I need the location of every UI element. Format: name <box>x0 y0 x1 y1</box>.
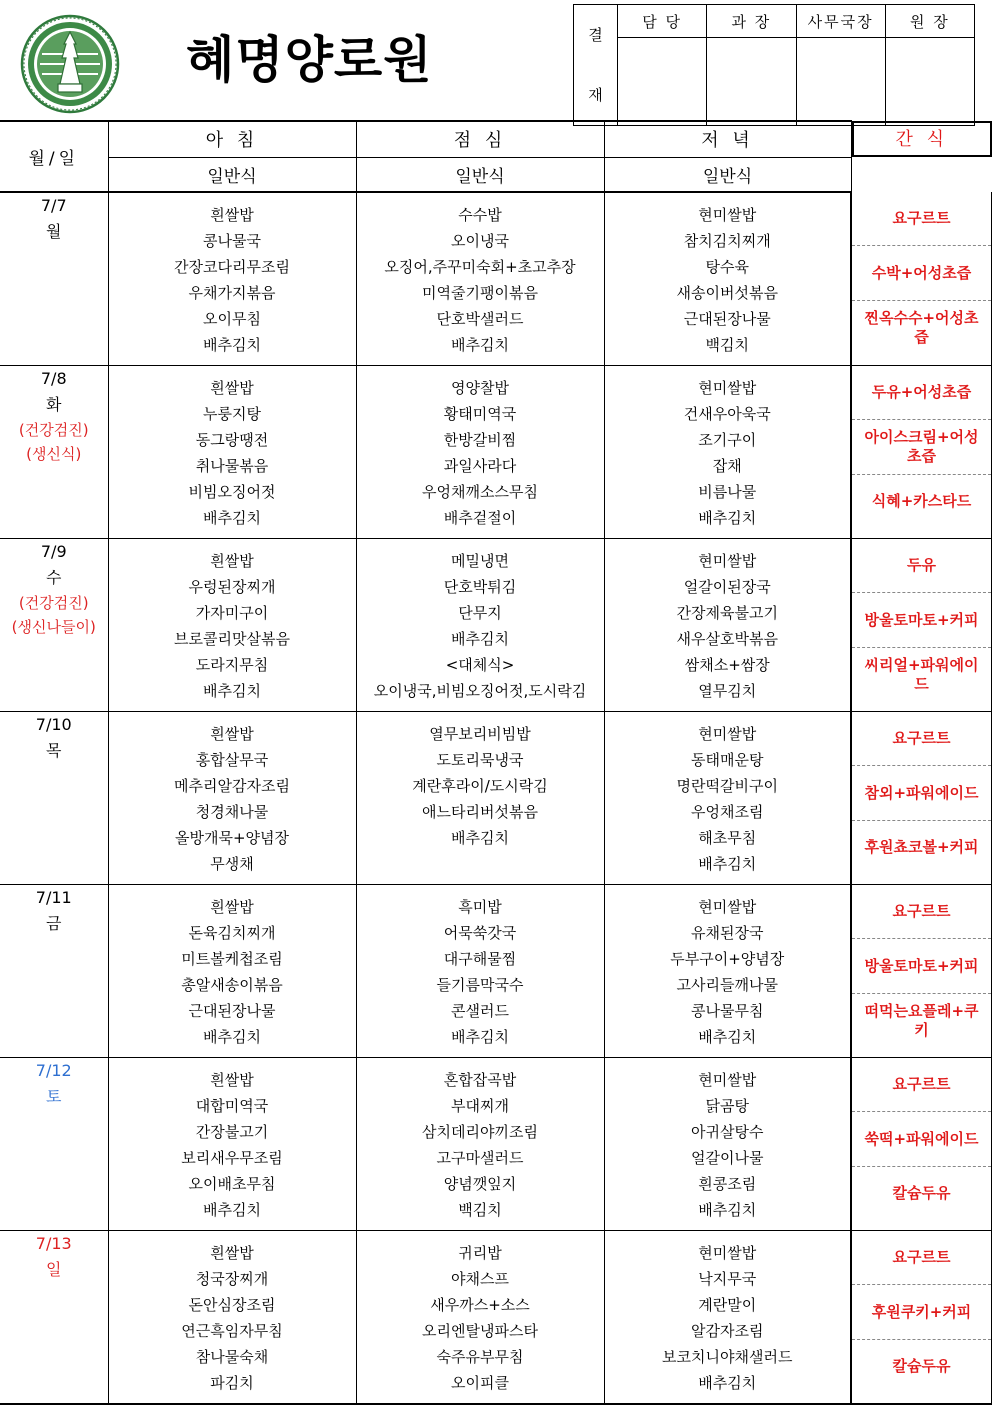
menu-item: 취나물볶음 <box>109 453 356 479</box>
menu-item: 숙주유부무침 <box>357 1344 604 1370</box>
page-title: 혜명양로원 <box>186 28 433 92</box>
menu-item: 흰쌀밥 <box>109 894 356 920</box>
menu-item: 혼합잡곡밥 <box>357 1067 604 1093</box>
menu-item: 배추김치 <box>109 505 356 531</box>
day-note: (건강검진) <box>0 418 108 442</box>
menu-item: 돈육김치찌개 <box>109 920 356 946</box>
menu-item: 올방개묵+양념장 <box>109 825 356 851</box>
menu-item: 가자미구이 <box>109 600 356 626</box>
menu-item: 새송이버섯볶음 <box>605 280 851 306</box>
snack-cell <box>851 1230 992 1404</box>
menu-item: 청경채나물 <box>109 799 356 825</box>
snack-cell <box>851 884 992 1057</box>
menu-item: 현미쌀밥 <box>605 202 851 228</box>
emblem-logo <box>20 14 120 114</box>
menu-item: 동그랑땡전 <box>109 427 356 453</box>
approval-table <box>573 4 975 126</box>
menu-item: 오이배초무침 <box>109 1171 356 1197</box>
menu-item: 닭곰탕 <box>605 1093 851 1119</box>
menu-item: 도라지무침 <box>109 652 356 678</box>
weekday: 화 <box>0 392 108 418</box>
menu-item: 비름나물 <box>605 479 851 505</box>
signature-box <box>796 38 885 126</box>
menu-item: 청국장찌개 <box>109 1266 356 1292</box>
menu-item: 과일사라다 <box>357 453 604 479</box>
menu-item: 오징어,주꾸미숙회+초고추장 <box>357 254 604 280</box>
meal-type-label: 일반식 <box>604 157 851 192</box>
day-note: (생신식) <box>0 442 108 466</box>
snack-cell <box>851 1057 992 1230</box>
day-row <box>0 884 992 1057</box>
snack-item: 칼슘두유 <box>852 1167 991 1221</box>
menu-item: 단호박샐러드 <box>357 306 604 332</box>
snack-cell <box>851 192 992 366</box>
lunch-cell <box>356 711 604 884</box>
menu-item: 연근흑임자무침 <box>109 1318 356 1344</box>
menu-item: 흰쌀밥 <box>109 548 356 574</box>
menu-item: 조기구이 <box>605 427 851 453</box>
snack-cell <box>851 538 992 711</box>
menu-item: 새우살호박볶음 <box>605 626 851 652</box>
day-note: (건강검진) <box>0 591 108 615</box>
menu-item: 대구해물찜 <box>357 946 604 972</box>
menu-item: 어묵쑥갓국 <box>357 920 604 946</box>
menu-item: 현미쌀밥 <box>605 375 851 401</box>
dinner-cell <box>604 711 851 884</box>
menu-item: 계란후라이/도시락김 <box>357 773 604 799</box>
menu-item: <대체식> <box>357 652 604 678</box>
menu-item: 건새우아욱국 <box>605 401 851 427</box>
date: 7/11 <box>0 885 108 911</box>
menu-item: 홍합살무국 <box>109 747 356 773</box>
menu-item: 들기름막국수 <box>357 972 604 998</box>
menu-item: 황태미역국 <box>357 401 604 427</box>
lunch-cell <box>356 1057 604 1230</box>
menu-item: 새우까스+소스 <box>357 1292 604 1318</box>
menu-item: 얼갈이된장국 <box>605 574 851 600</box>
menu-item: 낙지무국 <box>605 1266 851 1292</box>
menu-item: 흰쌀밥 <box>109 1067 356 1093</box>
snack-cell <box>851 711 992 884</box>
weekday: 수 <box>0 565 108 591</box>
day-row <box>0 192 992 366</box>
breakfast-cell <box>108 365 356 538</box>
menu-item: 현미쌀밥 <box>605 721 851 747</box>
menu-item: 콘샐러드 <box>357 998 604 1024</box>
dinner-header: 저 녁 <box>604 121 851 157</box>
breakfast-cell <box>108 1230 356 1404</box>
lunch-cell <box>356 365 604 538</box>
document-header <box>0 0 992 120</box>
snack-item: 요구르트 <box>852 192 991 247</box>
menu-item: 메추리알감자조림 <box>109 773 356 799</box>
menu-item: 오리엔탈냉파스타 <box>357 1318 604 1344</box>
menu-item: 우렁된장찌개 <box>109 574 356 600</box>
menu-item: 보코치니야채샐러드 <box>605 1344 851 1370</box>
menu-item: 현미쌀밥 <box>605 894 851 920</box>
menu-item: 도토리묵냉국 <box>357 747 604 773</box>
date: 7/10 <box>0 712 108 738</box>
approval-label: 결 재 <box>574 5 618 126</box>
date-cell <box>0 711 108 884</box>
signature-box <box>618 38 707 126</box>
snack-item: 아이스크림+어성초즙 <box>852 420 991 475</box>
menu-item: 애느타리버섯볶음 <box>357 799 604 825</box>
snack-item: 식혜+카스타드 <box>852 475 991 529</box>
menu-item: 아귀살탕수 <box>605 1119 851 1145</box>
dinner-cell <box>604 884 851 1057</box>
day-row <box>0 1230 992 1404</box>
menu-item: 백김치 <box>357 1197 604 1223</box>
menu-item: 고구마샐러드 <box>357 1145 604 1171</box>
menu-item: 우엉채조림 <box>605 799 851 825</box>
snack-item: 칼슘두유 <box>852 1340 991 1394</box>
menu-item: 간장제육불고기 <box>605 600 851 626</box>
menu-item: 흰쌀밥 <box>109 1240 356 1266</box>
menu-item: 배추김치 <box>605 1024 851 1050</box>
menu-item: 배추김치 <box>357 332 604 358</box>
snack-item: 떠먹는요플레+쿠키 <box>852 994 991 1048</box>
date: 7/12 <box>0 1058 108 1084</box>
breakfast-header: 아 침 <box>108 121 356 157</box>
menu-item: 알감자조림 <box>605 1318 851 1344</box>
menu-item: 배추김치 <box>605 1197 851 1223</box>
snack-item: 두유 <box>852 539 991 594</box>
menu-item: 우채가지볶음 <box>109 280 356 306</box>
menu-item: 고사리들깨나물 <box>605 972 851 998</box>
breakfast-cell <box>108 884 356 1057</box>
date: 7/7 <box>0 193 108 219</box>
menu-item: 흰쌀밥 <box>109 202 356 228</box>
menu-item: 보리새우무조림 <box>109 1145 356 1171</box>
menu-item: 배추김치 <box>109 1024 356 1050</box>
menu-item: 흰쌀밥 <box>109 721 356 747</box>
weekday: 금 <box>0 911 108 937</box>
snack-item: 요구르트 <box>852 885 991 940</box>
menu-item: 탕수육 <box>605 254 851 280</box>
day-row <box>0 1057 992 1230</box>
snack-item: 후원쿠키+커피 <box>852 1285 991 1340</box>
approval-role: 담 당 <box>618 5 707 38</box>
date-cell <box>0 884 108 1057</box>
menu-item: 유채된장국 <box>605 920 851 946</box>
menu-item: 동태매운탕 <box>605 747 851 773</box>
menu-item: 명란떡갈비구이 <box>605 773 851 799</box>
weekday: 월 <box>0 219 108 245</box>
date-cell <box>0 365 108 538</box>
menu-item: 배추김치 <box>109 678 356 704</box>
menu-item: 배추김치 <box>109 1197 356 1223</box>
snack-item: 요구르트 <box>852 712 991 767</box>
menu-item: 수수밥 <box>357 202 604 228</box>
lunch-cell <box>356 1230 604 1404</box>
dinner-cell <box>604 538 851 711</box>
menu-item: 총알새송이볶음 <box>109 972 356 998</box>
signature-box <box>885 38 974 126</box>
date-cell <box>0 1057 108 1230</box>
menu-item: 두부구이+양념장 <box>605 946 851 972</box>
breakfast-cell <box>108 538 356 711</box>
snack-item: 찐옥수수+어성초즙 <box>852 301 991 355</box>
menu-item: 근대된장나물 <box>109 998 356 1024</box>
menu-item: 콩나물국 <box>109 228 356 254</box>
menu-item: 미트볼케첩조림 <box>109 946 356 972</box>
date: 7/9 <box>0 539 108 565</box>
snack-item: 요구르트 <box>852 1231 991 1286</box>
lunch-cell <box>356 192 604 366</box>
snack-item: 방울토마토+커피 <box>852 939 991 994</box>
signature-box <box>707 38 796 126</box>
snack-item: 요구르트 <box>852 1058 991 1113</box>
date-cell <box>0 1230 108 1404</box>
meal-menu-table <box>0 120 992 1405</box>
meal-type-label: 일반식 <box>108 157 356 192</box>
menu-item: 해초무침 <box>605 825 851 851</box>
menu-item: 참나물숙채 <box>109 1344 356 1370</box>
menu-item: 쌈채소+쌈장 <box>605 652 851 678</box>
menu-item: 야채스프 <box>357 1266 604 1292</box>
menu-item: 콩나물무침 <box>605 998 851 1024</box>
weekday: 일 <box>0 1257 108 1283</box>
menu-item: 흑미밥 <box>357 894 604 920</box>
menu-item: 배추겉절이 <box>357 505 604 531</box>
menu-item: 돈안심장조림 <box>109 1292 356 1318</box>
weekday: 토 <box>0 1084 108 1110</box>
date: 7/13 <box>0 1231 108 1257</box>
lunch-cell <box>356 884 604 1057</box>
menu-item: 파김치 <box>109 1370 356 1396</box>
menu-item: 현미쌀밥 <box>605 1240 851 1266</box>
menu-item: 계란말이 <box>605 1292 851 1318</box>
snack-item: 씨리얼+파워에이드 <box>852 648 991 702</box>
menu-item: 현미쌀밥 <box>605 548 851 574</box>
lunch-header: 점 심 <box>356 121 604 157</box>
menu-item: 오이피클 <box>357 1370 604 1396</box>
menu-item: 누룽지탕 <box>109 401 356 427</box>
dinner-cell <box>604 192 851 366</box>
date-cell <box>0 192 108 366</box>
snack-item: 참외+파워에이드 <box>852 766 991 821</box>
menu-item: 양념깻잎지 <box>357 1171 604 1197</box>
breakfast-cell <box>108 711 356 884</box>
menu-item: 배추김치 <box>605 505 851 531</box>
menu-item: 영양찰밥 <box>357 375 604 401</box>
menu-item: 단무지 <box>357 600 604 626</box>
menu-item: 흰쌀밥 <box>109 375 356 401</box>
menu-item: 근대된장나물 <box>605 306 851 332</box>
snack-item: 수박+어성초즙 <box>852 246 991 301</box>
menu-item: 간장코다리무조림 <box>109 254 356 280</box>
menu-item: 열무김치 <box>605 678 851 704</box>
dinner-cell <box>604 1057 851 1230</box>
menu-item: 우엉채깨소스무침 <box>357 479 604 505</box>
menu-item: 비빔오징어젓 <box>109 479 356 505</box>
snack-header: 간 식 <box>852 121 992 157</box>
menu-item: 한방갈비찜 <box>357 427 604 453</box>
snack-item: 두유+어성초즙 <box>852 366 991 421</box>
menu-item: 얼갈이나물 <box>605 1145 851 1171</box>
dinner-cell <box>604 1230 851 1404</box>
menu-item: 배추김치 <box>605 851 851 877</box>
menu-item: 단호박튀김 <box>357 574 604 600</box>
day-row <box>0 538 992 711</box>
snack-cell <box>851 365 992 538</box>
day-note: (생신나들이) <box>0 615 108 639</box>
day-row <box>0 365 992 538</box>
menu-item: 배추김치 <box>605 1370 851 1396</box>
weekday: 목 <box>0 738 108 764</box>
approval-role: 과 장 <box>707 5 796 38</box>
menu-item: 배추김치 <box>357 825 604 851</box>
menu-item: 오이냉국,비빔오징어젓,도시락김 <box>357 678 604 704</box>
menu-item: 오이냉국 <box>357 228 604 254</box>
date-header: 월/일 <box>0 121 108 192</box>
lunch-cell <box>356 538 604 711</box>
menu-item: 백김치 <box>605 332 851 358</box>
breakfast-cell <box>108 1057 356 1230</box>
approval-role: 사무국장 <box>796 5 885 38</box>
menu-item: 오이무침 <box>109 306 356 332</box>
snack-item: 후원쵸코볼+커피 <box>852 821 991 875</box>
menu-item: 열무보리비빔밥 <box>357 721 604 747</box>
snack-item: 쑥떡+파워에이드 <box>852 1112 991 1167</box>
menu-item: 대합미역국 <box>109 1093 356 1119</box>
menu-item: 메밀냉면 <box>357 548 604 574</box>
menu-item: 배추김치 <box>357 626 604 652</box>
menu-item: 배추김치 <box>357 1024 604 1050</box>
date-cell <box>0 538 108 711</box>
breakfast-cell <box>108 192 356 366</box>
menu-item: 현미쌀밥 <box>605 1067 851 1093</box>
menu-item: 무생채 <box>109 851 356 877</box>
menu-item: 미역줄기팽이볶음 <box>357 280 604 306</box>
menu-item: 브로콜리맛살볶음 <box>109 626 356 652</box>
dinner-cell <box>604 365 851 538</box>
day-row <box>0 711 992 884</box>
menu-item: 잡채 <box>605 453 851 479</box>
menu-item: 배추김치 <box>109 332 356 358</box>
date: 7/8 <box>0 366 108 392</box>
menu-item: 귀리밥 <box>357 1240 604 1266</box>
meal-type-label: 일반식 <box>356 157 604 192</box>
menu-item: 흰콩조림 <box>605 1171 851 1197</box>
snack-item: 방울토마토+커피 <box>852 593 991 648</box>
menu-item: 삼치데리야끼조림 <box>357 1119 604 1145</box>
menu-item: 부대찌개 <box>357 1093 604 1119</box>
menu-item: 참치김치찌개 <box>605 228 851 254</box>
menu-item: 간장불고기 <box>109 1119 356 1145</box>
approval-role: 원 장 <box>885 5 974 38</box>
